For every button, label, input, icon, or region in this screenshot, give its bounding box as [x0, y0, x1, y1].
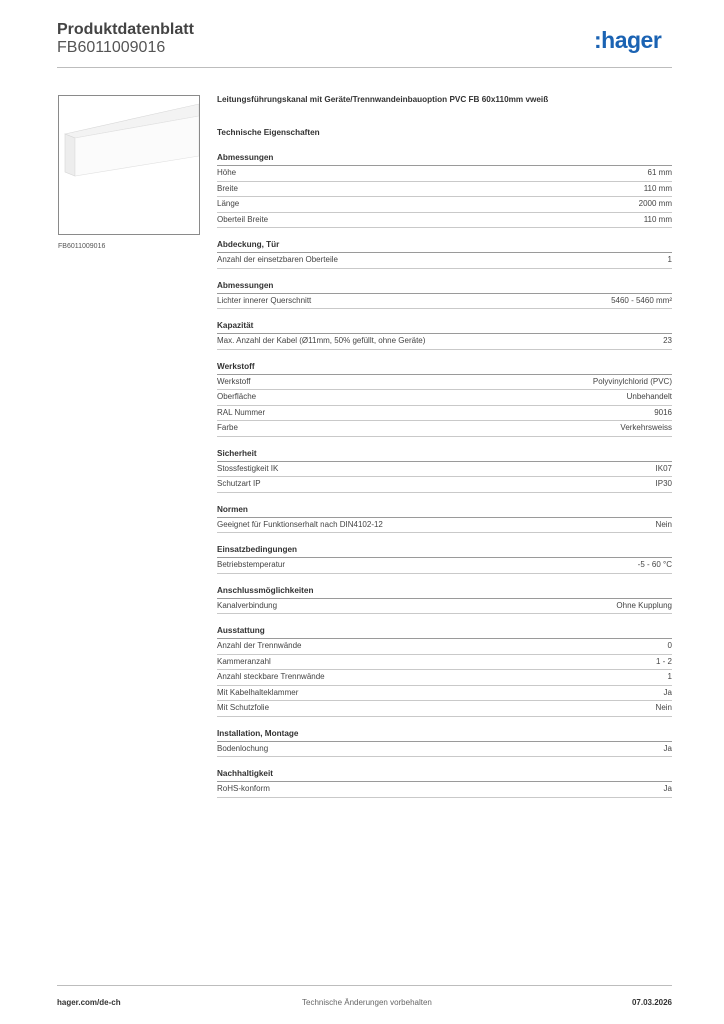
spec-value: -5 - 60 °C: [637, 560, 672, 569]
cable-duct-illustration: [59, 96, 199, 234]
footer-notice: Technische Änderungen vorbehalten: [302, 998, 432, 1007]
spec-section: [217, 584, 672, 615]
spec-value: 110 mm: [643, 214, 672, 224]
spec-value: Ohne Kupplung: [616, 600, 672, 610]
spec-label: Stossfestigkeit IK: [217, 463, 279, 473]
spec-value: IP30: [655, 479, 672, 488]
spec-label: Anzahl der Trennwände: [217, 641, 302, 650]
spec-row: [217, 782, 672, 798]
spec-label: RAL Nummer: [217, 407, 266, 417]
spec-row: [217, 670, 672, 686]
spec-row: [217, 599, 672, 615]
hager-logo[interactable]: :hager: [594, 27, 662, 53]
spec-value: 1: [667, 672, 672, 681]
spec-section: [217, 279, 672, 310]
spec-row: [217, 182, 672, 198]
spec-row: [217, 701, 672, 717]
section-heading: Abmessungen: [217, 279, 672, 294]
spec-row: [217, 294, 672, 310]
spec-value: 5460 - 5460 mm²: [611, 295, 672, 305]
section-heading: Ausstattung: [217, 624, 672, 639]
spec-label: Lichter innerer Querschnitt: [217, 295, 312, 305]
spec-label: Werkstoff: [217, 376, 251, 386]
footer-date: 07.03.2026: [631, 998, 672, 1007]
spec-row: [217, 390, 672, 406]
section-heading: Einsatzbedingungen: [217, 543, 672, 558]
spec-label: Anzahl steckbare Trennwände: [217, 672, 325, 681]
spec-label: RoHS-konform: [217, 784, 270, 793]
spec-label: Kammeranzahl: [217, 656, 271, 666]
spec-label: Oberfläche: [217, 392, 257, 401]
spec-label: Bodenlochung: [217, 743, 269, 753]
spec-label: Breite: [217, 183, 238, 193]
spec-row: [217, 213, 672, 229]
spec-row: [217, 421, 672, 437]
spec-value: Ja: [663, 743, 672, 753]
spec-section: [217, 503, 672, 534]
spec-label: Geeignet für Funktionserhalt nach DIN4102-12: [217, 519, 383, 529]
spec-label: Mit Kabelhalteklammer: [217, 687, 299, 697]
spec-row: [217, 558, 672, 574]
spec-section: [217, 151, 672, 228]
spec-row: [217, 197, 672, 213]
spec-value: Verkehrsweiss: [620, 423, 672, 432]
spec-row: [217, 406, 672, 422]
spec-section: [217, 238, 672, 269]
spec-section: [217, 319, 672, 350]
section-heading: Nachhaltigkeit: [217, 767, 672, 782]
product-title: Leitungsführungskanal mit Geräte/Trennwandeinbauoption PVC FB 60x110mm vweiß: [217, 95, 549, 104]
spec-value: IK07: [655, 463, 672, 473]
spec-section: [217, 543, 672, 574]
spec-section: [217, 727, 672, 758]
spec-value: Nein: [655, 519, 672, 529]
section-heading: Installation, Montage: [217, 727, 672, 742]
spec-section: [217, 447, 672, 493]
spec-value: 2000 mm: [638, 199, 672, 208]
spec-row: [217, 639, 672, 655]
spec-row: [217, 655, 672, 671]
spec-row: [217, 375, 672, 391]
spec-row: [217, 334, 672, 350]
spec-row: [217, 253, 672, 269]
spec-label: Oberteil Breite: [217, 214, 269, 224]
spec-value: Polyvinylchlorid (PVC): [592, 376, 672, 386]
spec-row: [217, 686, 672, 702]
spec-label: Mit Schutzfolie: [217, 703, 270, 712]
spec-section: [217, 767, 672, 798]
spec-label: Schutzart IP: [217, 479, 261, 488]
header-title: Produktdatenblatt: [57, 21, 194, 38]
section-heading: Abmessungen: [217, 151, 672, 166]
spec-label: Anzahl der einsetzbaren Oberteile: [217, 255, 338, 264]
header-divider: [57, 67, 672, 68]
section-heading: Kapazität: [217, 319, 672, 334]
spec-value: Ja: [663, 687, 672, 697]
spec-value: 1 - 2: [655, 656, 672, 666]
section-heading: Anschlussmöglichkeiten: [217, 584, 672, 599]
article-number: FB6011009016: [57, 39, 166, 56]
spec-label: Max. Anzahl der Kabel (Ø11mm, 50% gefüllt, ohne Geräte): [217, 336, 426, 345]
section-heading: Normen: [217, 503, 672, 518]
spec-label: Kanalverbindung: [217, 600, 278, 610]
spec-sections: [217, 151, 672, 798]
image-caption: FB6011009016: [58, 243, 106, 250]
footer-website[interactable]: hager.com/de-ch: [57, 998, 121, 1007]
spec-label: Höhe: [217, 168, 237, 177]
spec-row: [217, 742, 672, 758]
spec-row: [217, 518, 672, 534]
spec-section: [217, 624, 672, 717]
spec-value: Nein: [655, 703, 672, 712]
spec-value: 23: [663, 336, 672, 345]
spec-row: [217, 166, 672, 182]
spec-row: [217, 462, 672, 478]
section-heading: Sicherheit: [217, 447, 672, 462]
spec-value: 110 mm: [643, 183, 672, 193]
spec-value: 0: [667, 641, 672, 650]
section-heading: Werkstoff: [217, 360, 672, 375]
spec-value: 9016: [654, 407, 672, 417]
spec-label: Farbe: [217, 423, 238, 432]
spec-label: Länge: [217, 199, 240, 208]
spec-value: Unbehandelt: [626, 392, 672, 401]
section-heading: Abdeckung, Tür: [217, 238, 672, 253]
spec-content: [217, 95, 672, 808]
spec-row: [217, 477, 672, 493]
spec-section: [217, 360, 672, 437]
spec-value: Ja: [663, 784, 672, 793]
spec-value: 61 mm: [647, 168, 672, 177]
footer-divider: [57, 985, 672, 986]
tech-heading: Technische Eigenschaften: [217, 128, 320, 137]
spec-value: 1: [667, 255, 672, 264]
product-image: [58, 95, 200, 235]
spec-label: Betriebstemperatur: [217, 560, 286, 569]
